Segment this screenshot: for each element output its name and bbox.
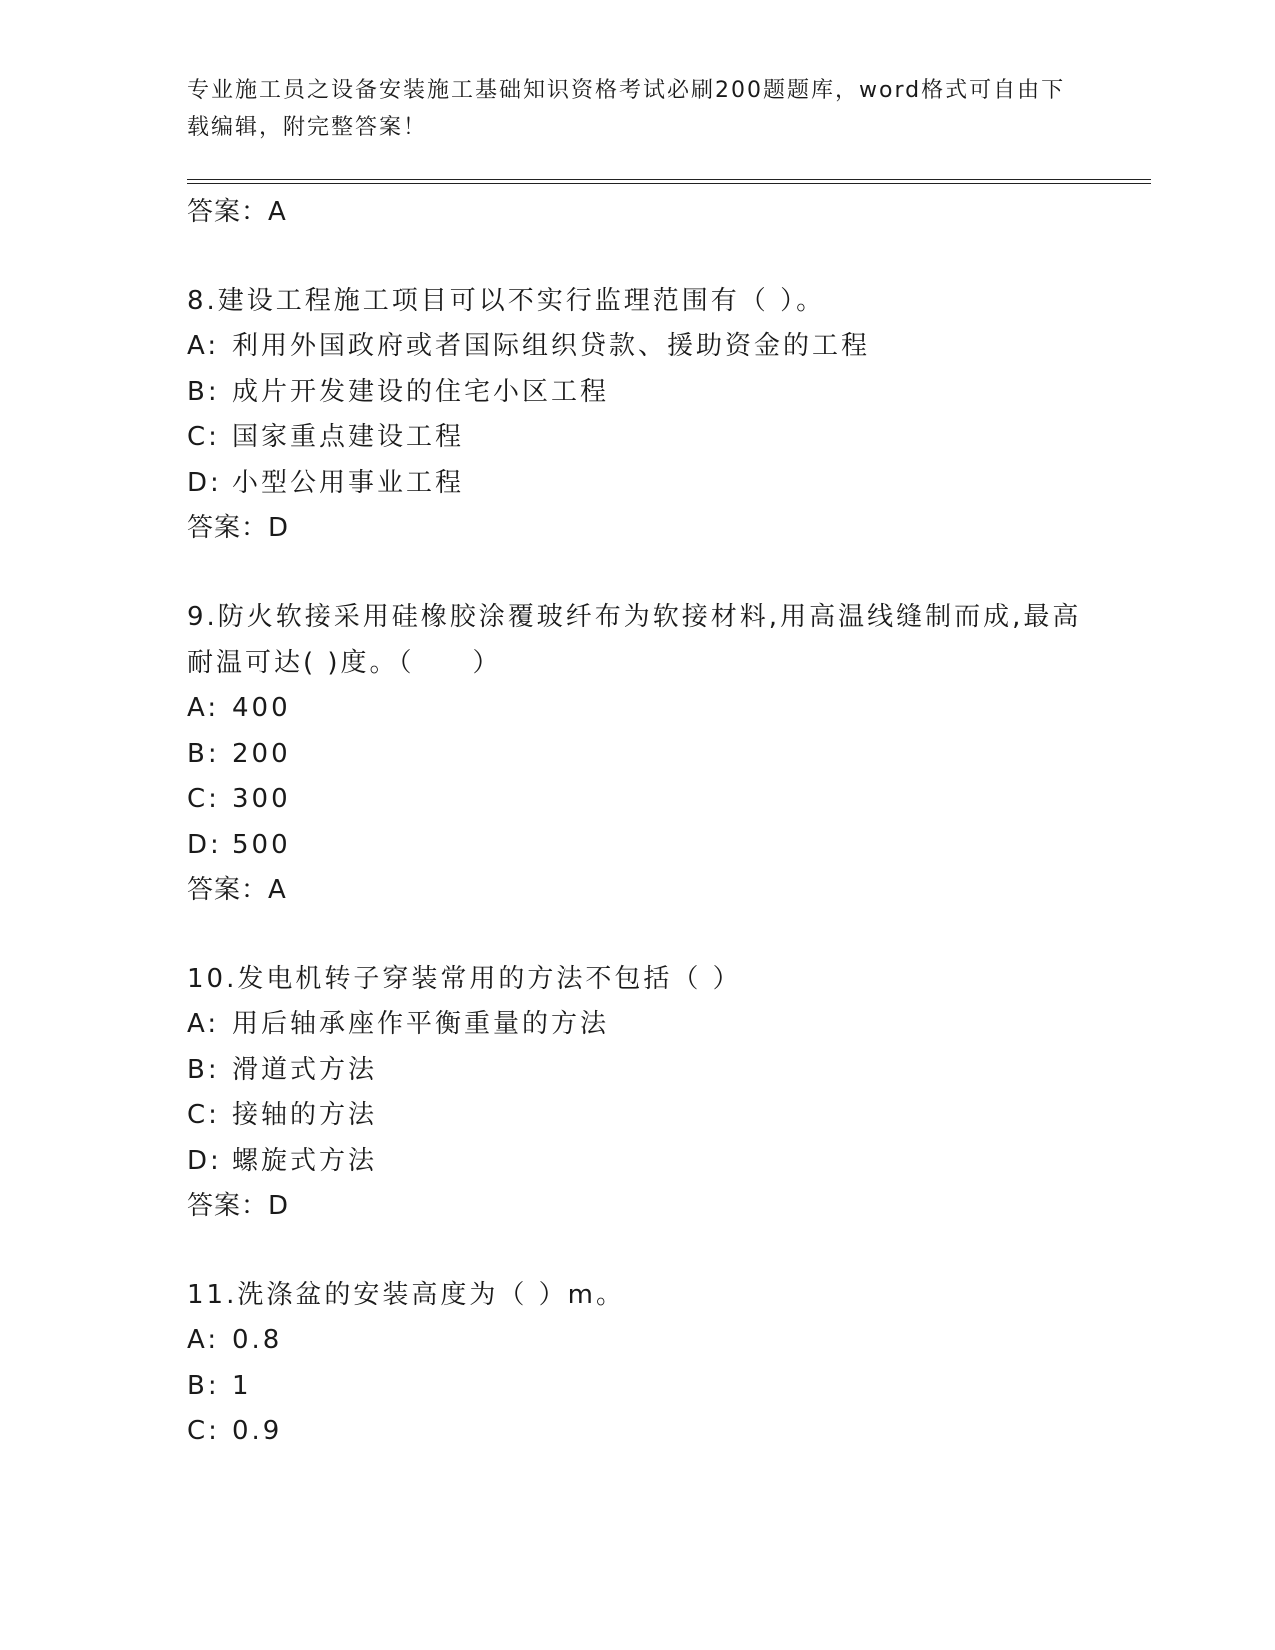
option-text: 螺旋式方法 bbox=[232, 1145, 378, 1176]
question-stem: 8.建设工程施工项目可以不实行监理范围有（ ）。 bbox=[187, 286, 826, 316]
option-a bbox=[187, 1318, 1107, 1364]
question-block bbox=[187, 1272, 1107, 1455]
question-block bbox=[187, 594, 1107, 912]
option-c bbox=[187, 1093, 1107, 1139]
option-letter: B: bbox=[187, 1054, 220, 1085]
option-text: 500 bbox=[232, 829, 291, 860]
option-c bbox=[187, 777, 1107, 823]
answer-line: 答案：A bbox=[187, 197, 287, 227]
option-text: 小型公用事业工程 bbox=[232, 467, 465, 498]
option-letter: C: bbox=[187, 784, 220, 814]
option-letter: B: bbox=[187, 1370, 220, 1401]
document-body bbox=[187, 190, 1107, 1455]
header-divider-line-2 bbox=[187, 183, 1151, 184]
option-letter: A: bbox=[187, 331, 220, 361]
option-text: 接轴的方法 bbox=[232, 1100, 378, 1130]
option-letter: A: bbox=[187, 1009, 220, 1039]
option-d bbox=[187, 1139, 1107, 1185]
option-c bbox=[187, 1409, 1107, 1455]
option-a bbox=[187, 686, 1107, 732]
header-divider-line bbox=[187, 179, 1151, 180]
option-text: 滑道式方法 bbox=[232, 1054, 378, 1085]
option-c bbox=[187, 415, 1107, 461]
option-letter: B: bbox=[187, 376, 220, 407]
question-block bbox=[187, 956, 1107, 1228]
option-letter: B: bbox=[187, 738, 220, 769]
option-text: 用后轴承座作平衡重量的方法 bbox=[232, 1009, 610, 1039]
option-letter: A: bbox=[187, 1325, 220, 1355]
option-text: 0.9 bbox=[232, 1416, 283, 1446]
option-text: 0.8 bbox=[232, 1325, 283, 1355]
answer-line: 答案：D bbox=[187, 1191, 290, 1221]
option-b bbox=[187, 1048, 1107, 1094]
option-letter: A: bbox=[187, 693, 220, 723]
option-text: 成片开发建设的住宅小区工程 bbox=[232, 376, 610, 407]
option-letter: D: bbox=[187, 829, 222, 860]
question-stem: 10.发电机转子穿装常用的方法不包括（ ） bbox=[187, 964, 742, 994]
answer-line: 答案：A bbox=[187, 875, 287, 905]
question-block bbox=[187, 278, 1107, 550]
option-b bbox=[187, 732, 1107, 778]
option-letter: C: bbox=[187, 422, 220, 452]
option-letter: C: bbox=[187, 1100, 220, 1130]
option-d bbox=[187, 461, 1107, 507]
option-b bbox=[187, 1364, 1107, 1410]
answer-line: 答案：D bbox=[187, 513, 290, 543]
option-letter: C: bbox=[187, 1416, 220, 1446]
option-text: 1 bbox=[232, 1370, 252, 1401]
option-d bbox=[187, 823, 1107, 869]
option-text: 400 bbox=[232, 693, 291, 723]
option-text: 利用外国政府或者国际组织贷款、援助资金的工程 bbox=[232, 331, 871, 361]
question-stem: 9.防火软接采用硅橡胶涂覆玻纤布为软接材料,用高温线缝制而成,最高耐温可达( )度。（ ） bbox=[187, 602, 1082, 678]
document-header: 专业施工员之设备安装施工基础知识资格考试必刷200题题库，word格式可自由下载编辑，附完整答案！ bbox=[187, 78, 1066, 140]
option-a bbox=[187, 1002, 1107, 1048]
option-text: 200 bbox=[232, 738, 291, 769]
option-text: 300 bbox=[232, 784, 291, 814]
option-a bbox=[187, 324, 1107, 370]
option-b bbox=[187, 370, 1107, 416]
option-letter: D: bbox=[187, 467, 222, 498]
option-text: 国家重点建设工程 bbox=[232, 422, 465, 452]
option-letter: D: bbox=[187, 1145, 222, 1176]
question-stem: 11.洗涤盆的安装高度为（ ）m。 bbox=[187, 1280, 625, 1310]
